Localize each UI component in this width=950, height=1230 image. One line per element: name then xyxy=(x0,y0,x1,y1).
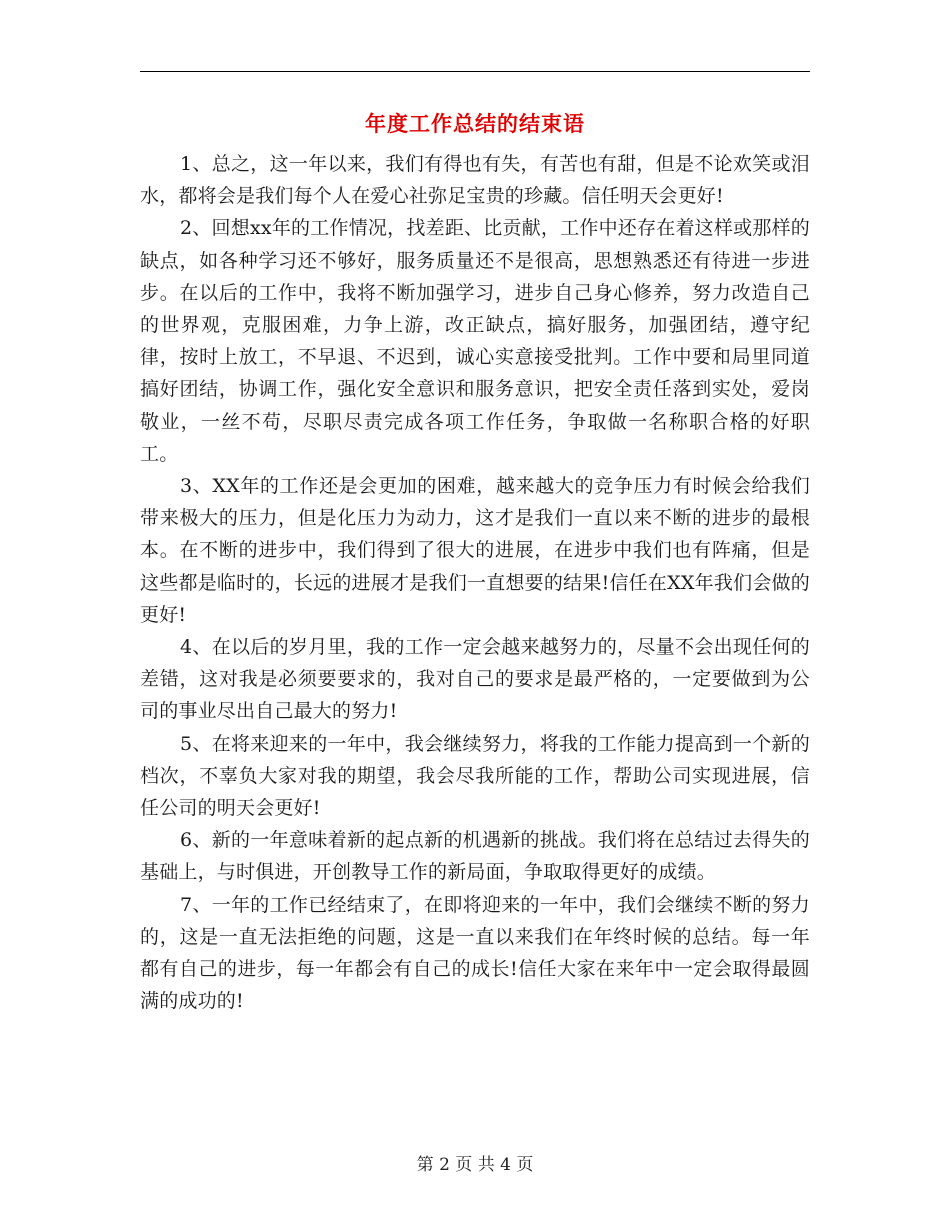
paragraph-6: 6、新的一年意味着新的起点新的机遇新的挑战。我们将在总结过去得失的基础上，与时俱进，开创教导工作的新局面，争取取得更好的成绩。 xyxy=(140,829,810,884)
paragraph-1: 1、总之，这一年以来，我们有得也有失，有苦也有甜，但是不论欢笑或泪水，都将会是我们每个人在爱心社弥足宝贵的珍藏。信任明天会更好! xyxy=(140,153,810,208)
page-number-footer: 第 2 页 共 4 页 xyxy=(416,1155,534,1175)
paragraph-4: 4、在以后的岁月里，我的工作一定会越来越努力的，尽量不会出现任何的差错，这对我是必须要要求的，我对自己的要求是最严格的，一定要做到为公司的事业尽出自己最大的努力! xyxy=(140,636,810,723)
document-title: 年度工作总结的结束语 xyxy=(365,111,585,136)
paragraph-2: 2、回想xx年的工作情况，找差距、比贡献，工作中还存在着这样或那样的缺点，如各种学习还不够好，服务质量还不是很高，思想熟悉还有待进一步进步。在以后的工作中，我将不断加强学习，进步自己身心修养，努力改造自己的世界观，克服困难，力争上游，改正缺点，搞好服务，加强团结，遵守纪律，按时上放工，不早退、不迟到，诚心实意接受批判。工作中要和局里同道搞好团结，协调工作，强化安全意识和服务意识，把安全责任落到实处，爱岗敬业，一丝不苟，尽职尽责完成各项工作任务，争取做一名称职合格的好职工。 xyxy=(140,217,810,465)
header-rule xyxy=(140,71,810,72)
paragraph-7: 7、一年的工作已经结束了，在即将迎来的一年中，我们会继续不断的努力的，这是一直无法拒绝的问题，这是一直以来我们在年终时候的总结。每一年都有自己的进步，每一年都会有自己的成长!信任大家在来年中一定会取得最圆满的成功的! xyxy=(140,893,810,1013)
paragraph-5: 5、在将来迎来的一年中，我会继续努力，将我的工作能力提高到一个新的档次，不辜负大家对我的期望，我会尽我所能的工作，帮助公司实现进展，信任公司的明天会更好! xyxy=(140,732,810,820)
paragraph-3: 3、XX年的工作还是会更加的困难，越来越大的竞争压力有时候会给我们带来极大的压力，但是化压力为动力，这才是我们一直以来不断的进步的最根本。在不断的进步中，我们得到了很大的进展，在进步中我们也有阵痛，但是这些都是临时的，长远的进展才是我们一直想要的结果!信任在XX年我们会做的更好! xyxy=(140,475,810,626)
document-body xyxy=(140,148,810,1017)
